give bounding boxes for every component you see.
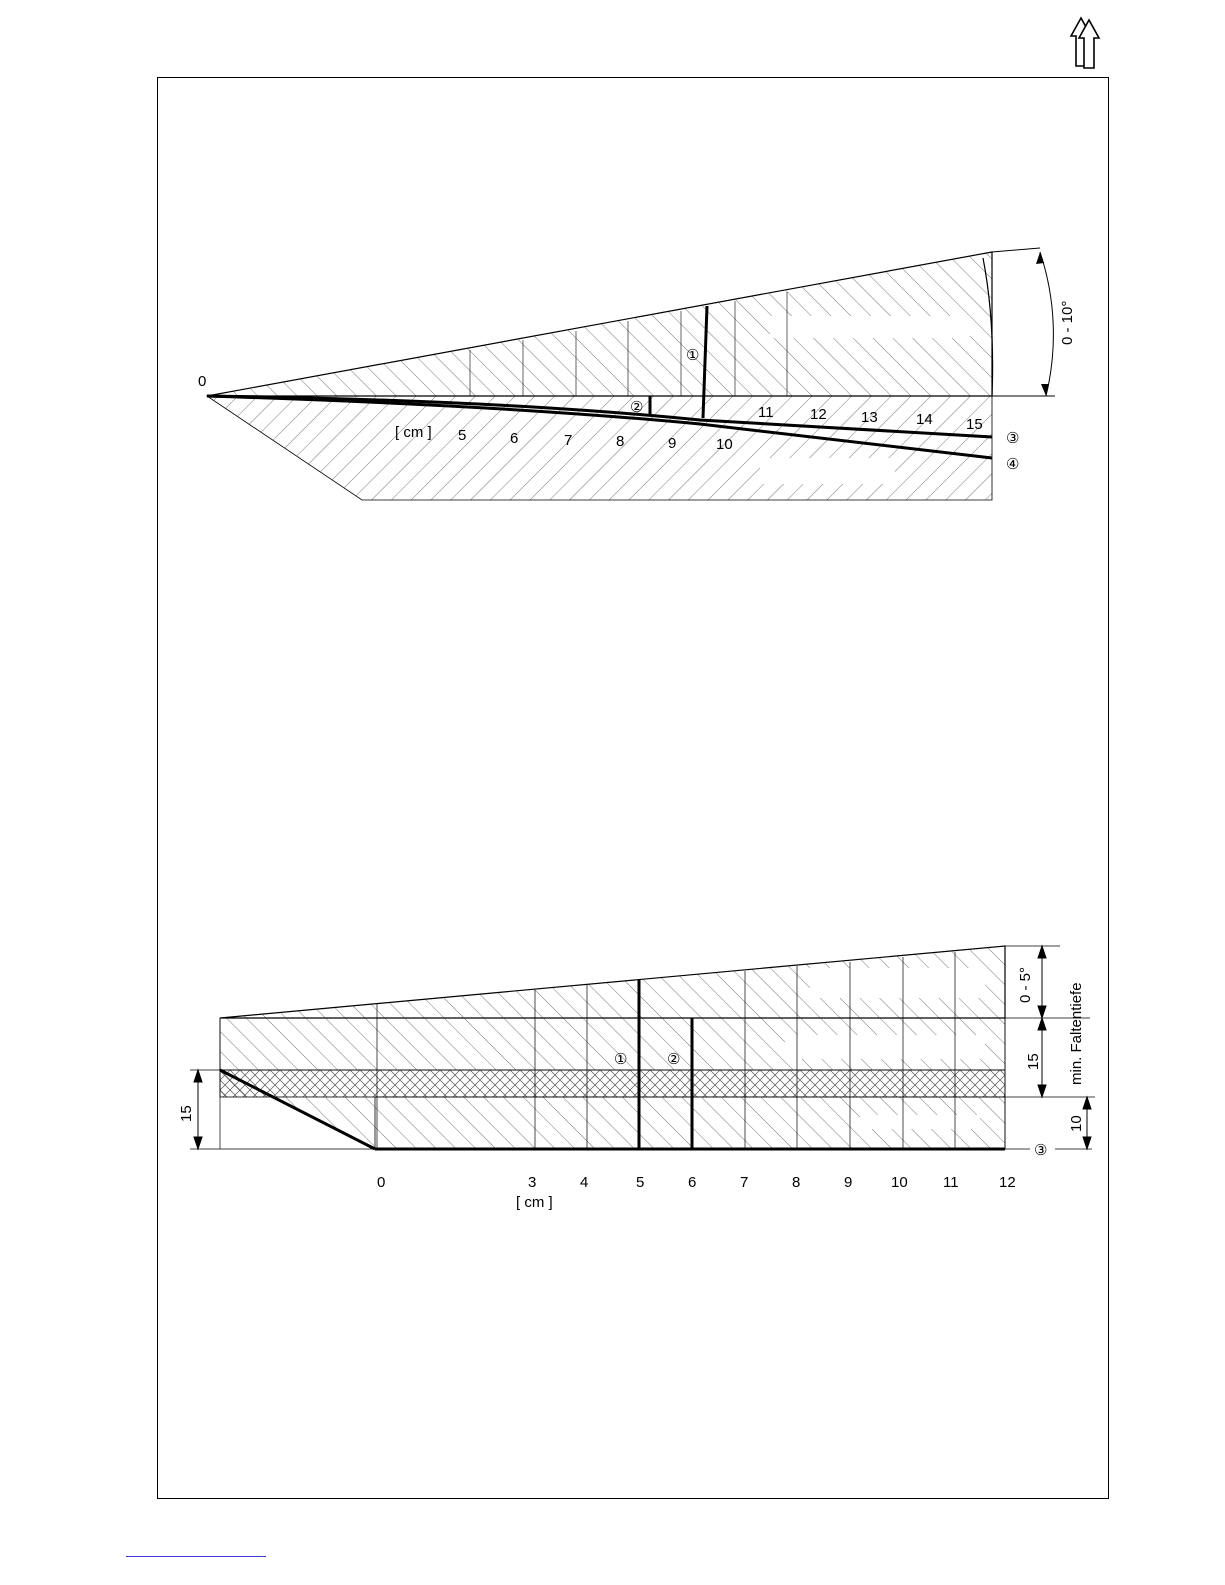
scale-label: 10 bbox=[716, 436, 733, 453]
dim-lower: 10 bbox=[1068, 1115, 1085, 1132]
scale-label: 5 bbox=[636, 1174, 645, 1191]
angle-label: 0 - 5° bbox=[1017, 966, 1034, 1003]
scale-label: 8 bbox=[616, 433, 625, 450]
scale-label: 3 bbox=[528, 1174, 537, 1191]
scale-label: 4 bbox=[580, 1174, 589, 1191]
angle-label: 0 - 10° bbox=[1059, 300, 1076, 345]
origin-label: 0 bbox=[198, 373, 207, 390]
dim-left: 15 bbox=[178, 1105, 195, 1122]
diagram-bottom bbox=[178, 946, 1095, 1211]
scale-label: 6 bbox=[688, 1174, 697, 1191]
diagram-top bbox=[198, 248, 1076, 500]
scale-label: 11 bbox=[943, 1174, 959, 1191]
scale-label: 9 bbox=[668, 435, 677, 452]
marker-4: ④ bbox=[1006, 456, 1020, 473]
scale-label: 0 bbox=[377, 1174, 386, 1191]
scale-label: 12 bbox=[999, 1174, 1016, 1191]
marker-2: ② bbox=[630, 399, 644, 416]
depth-label: min. Faltentiefe bbox=[1068, 982, 1085, 1085]
marker-3: ③ bbox=[1006, 430, 1020, 447]
scale-label: 10 bbox=[891, 1174, 908, 1191]
scale-label: 6 bbox=[510, 430, 519, 447]
scale-label: 15 bbox=[966, 416, 983, 433]
scale-label: 5 bbox=[458, 427, 467, 444]
marker-2: ② bbox=[667, 1051, 681, 1068]
scale-label: 13 bbox=[861, 409, 878, 426]
unit-label: [ cm ] bbox=[395, 424, 432, 441]
unit-label: [ cm ] bbox=[516, 1194, 553, 1211]
marker-3: ③ bbox=[1034, 1142, 1048, 1159]
scale-label: 7 bbox=[740, 1174, 749, 1191]
scale-label: 7 bbox=[564, 432, 573, 449]
marker-1: ① bbox=[686, 347, 700, 364]
marker-1: ① bbox=[614, 1051, 628, 1068]
footer-link-underline[interactable] bbox=[126, 1556, 266, 1557]
scale-label: 9 bbox=[844, 1174, 853, 1191]
scale-label: 14 bbox=[916, 411, 933, 428]
scale-label: 12 bbox=[810, 406, 827, 423]
dim-upper: 15 bbox=[1025, 1053, 1042, 1070]
scale-label: 8 bbox=[792, 1174, 801, 1191]
scale-label: 11 bbox=[758, 404, 774, 421]
